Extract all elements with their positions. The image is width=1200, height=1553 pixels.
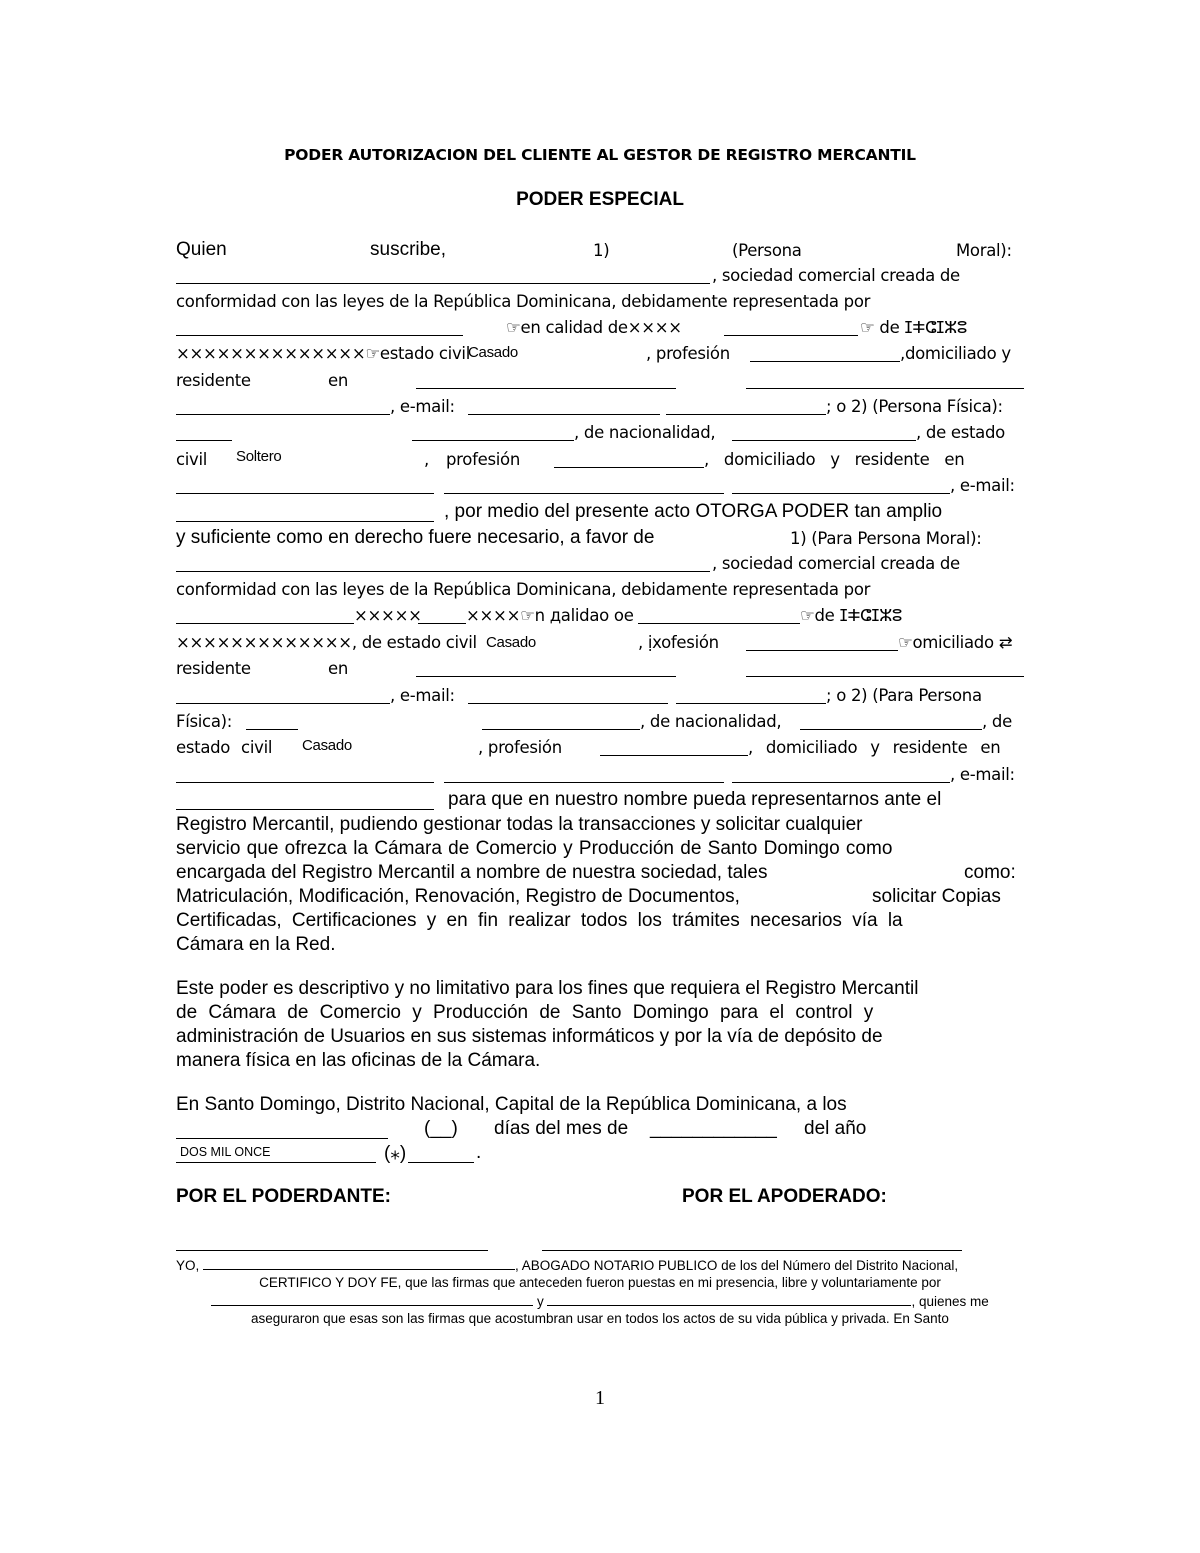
text-line: de Cámara de Comercio y Producción de Santo Domingo para el control y xyxy=(176,1002,874,1023)
blank-line xyxy=(600,738,748,756)
text-line: ××××××××××××××☞estado civil Casado , profesión ,domiciliado y xyxy=(176,344,1011,363)
text-line: Quien suscribe, 1) (Persona Moral): xyxy=(176,239,1012,260)
text-line: ×××××××××××××, de estado civil Casado , ịxofesión ☞omiciliado ⇄ xyxy=(176,633,1013,652)
blank-line xyxy=(412,423,574,441)
blank-line xyxy=(408,1142,474,1163)
text-line: Matriculación, Modificación, Renovación, Registro de Documentos, solicitar Copias xyxy=(176,886,1001,907)
blank-line xyxy=(176,476,434,494)
blank-line xyxy=(416,371,676,389)
blank-line xyxy=(732,765,950,783)
notary-line: YO, , ABOGADO NOTARIO PUBLICO de los del Número del Distrito Nacional, xyxy=(176,1258,959,1273)
text-line: (__) días del mes de ____________ del año xyxy=(176,1118,1024,1144)
blank-line xyxy=(418,606,466,624)
blank-line xyxy=(724,318,858,336)
blank-line xyxy=(203,1257,515,1270)
blank-line xyxy=(176,318,463,336)
text-line: , e-mail: ; o 2) (Para Persona xyxy=(176,686,1024,712)
blank-line xyxy=(211,1293,533,1306)
blank-line xyxy=(746,371,1024,389)
document-subtitle: PODER ESPECIAL xyxy=(516,189,684,210)
blank-line xyxy=(176,501,434,522)
blank-line xyxy=(482,712,640,730)
blank-line xyxy=(676,686,826,704)
notary-line: CERTIFICO Y DOY FE, que las firmas que anteceden fueron puestas en mi presencia, libre y voluntariamente por xyxy=(259,1275,941,1290)
blank-line xyxy=(444,765,724,783)
text-line: Este poder es descriptivo y no limitativo para los fines que requiera el Registro Mercantil xyxy=(176,978,919,999)
blank-line xyxy=(176,789,434,810)
text-line: encargada del Registro Mercantil a nombre de nuestra sociedad, tales como: xyxy=(176,862,1016,883)
text-line: , e-mail: xyxy=(176,476,1024,502)
blank-line xyxy=(176,423,232,441)
text-line: En Santo Domingo, Distrito Nacional, Capital de la República Dominicana, a los xyxy=(176,1094,847,1115)
text-line: Registro Mercantil, pudiendo gestionar todas la transacciones y solicitar cualquier xyxy=(176,814,863,835)
blank-line xyxy=(468,397,660,415)
text-line: , de nacionalidad, , de estado xyxy=(176,423,1024,449)
blank-line xyxy=(176,686,390,704)
text-line: , sociedad comercial creada de xyxy=(176,266,1024,292)
text-line: manera física en las oficinas de la Cámara. xyxy=(176,1050,541,1071)
blank-line xyxy=(732,476,950,494)
blank-line xyxy=(444,476,724,494)
document-title: PODER AUTORIZACION DEL CLIENTE AL GESTOR DE REGISTRO MERCANTIL xyxy=(284,146,916,164)
text-line: DOS MIL ONCE (⁎) . xyxy=(176,1142,1024,1168)
blank-line xyxy=(416,659,676,677)
text-line: , e-mail: xyxy=(176,765,1024,791)
year-field[interactable]: DOS MIL ONCE xyxy=(180,1145,271,1159)
text-line: conformidad con las leyes de la República Dominicana, debidamente representada por xyxy=(176,292,871,311)
blank-line xyxy=(732,423,916,441)
blank-line xyxy=(176,1118,388,1139)
blank-line xyxy=(176,765,434,783)
text-line: estado civil Casado , profesión , domiciliado y residente en xyxy=(176,737,1001,757)
text-line: residente en xyxy=(176,371,1024,397)
blank-line xyxy=(176,606,354,624)
marital-status-field[interactable]: Casado xyxy=(486,634,536,651)
text-line: y suficiente como en derecho fuere necesario, a favor de 1) (Para Persona Moral): xyxy=(176,527,982,548)
page-number: 1 xyxy=(595,1387,605,1409)
marital-status-field[interactable]: Soltero xyxy=(236,448,282,465)
text-line: ××××× ××××☞n дalidao oe ☞de ⵊⵐⵛⵊⵣⵓ xyxy=(176,606,1024,632)
marital-status-field[interactable]: Casado xyxy=(468,344,518,361)
signature-line xyxy=(542,1250,962,1251)
blank-line xyxy=(468,686,668,704)
text-line: , por medio del presente acto OTORGA PODER tan amplio xyxy=(176,501,1024,527)
text-line: conformidad con las leyes de la República Dominicana, debidamente representada por xyxy=(176,580,871,599)
text-line: servicio que ofrezca la Cámara de Comercio y Producción de Santo Domingo como xyxy=(176,838,893,859)
text-line: civil Soltero , profesión , domiciliado y residente en xyxy=(176,448,965,469)
text-line: Cámara en la Red. xyxy=(176,934,336,955)
notary-line: y , quienes me xyxy=(176,1293,1024,1309)
signature-label-poderdante: POR EL PODERDANTE: xyxy=(176,1186,392,1207)
blank-line xyxy=(176,397,390,415)
blank-line xyxy=(800,712,982,730)
text-line: para que en nuestro nombre pueda representarnos ante el xyxy=(176,789,1024,815)
blank-line xyxy=(750,344,900,362)
blank-line xyxy=(746,659,1024,677)
signature-line xyxy=(176,1250,488,1251)
text-line: residente en xyxy=(176,659,1024,685)
blank-line xyxy=(666,397,826,415)
marital-status-field[interactable]: Casado xyxy=(302,737,352,754)
text-line: , sociedad comercial creada de xyxy=(176,554,1024,580)
text-line: Física): , de nacionalidad, , de xyxy=(176,712,1012,731)
blank-line xyxy=(638,606,800,624)
blank-line xyxy=(176,554,710,572)
blank-line xyxy=(547,1293,911,1306)
text-line: administración de Usuarios en sus sistemas informáticos y por la vía de depósito de xyxy=(176,1026,883,1047)
blank-line xyxy=(746,633,898,651)
blank-line xyxy=(246,712,298,730)
blank-line xyxy=(554,450,704,468)
text-line: ☞en calidad de×××× ☞ de ⵊⵐⵛⵊⵣⵓ xyxy=(176,318,1024,344)
notary-line: aseguraron que esas son las firmas que acostumbran usar en todos los actos de su vida pública y privada. En Santo xyxy=(251,1311,949,1326)
signature-label-apoderado: POR EL APODERADO: xyxy=(682,1186,887,1207)
text-line: , e-mail: ; o 2) (Persona Física): xyxy=(176,397,1024,423)
text-line: Certificadas, Certificaciones y en fin realizar todos los trámites necesarios vía la xyxy=(176,910,903,931)
blank-line xyxy=(176,266,710,284)
